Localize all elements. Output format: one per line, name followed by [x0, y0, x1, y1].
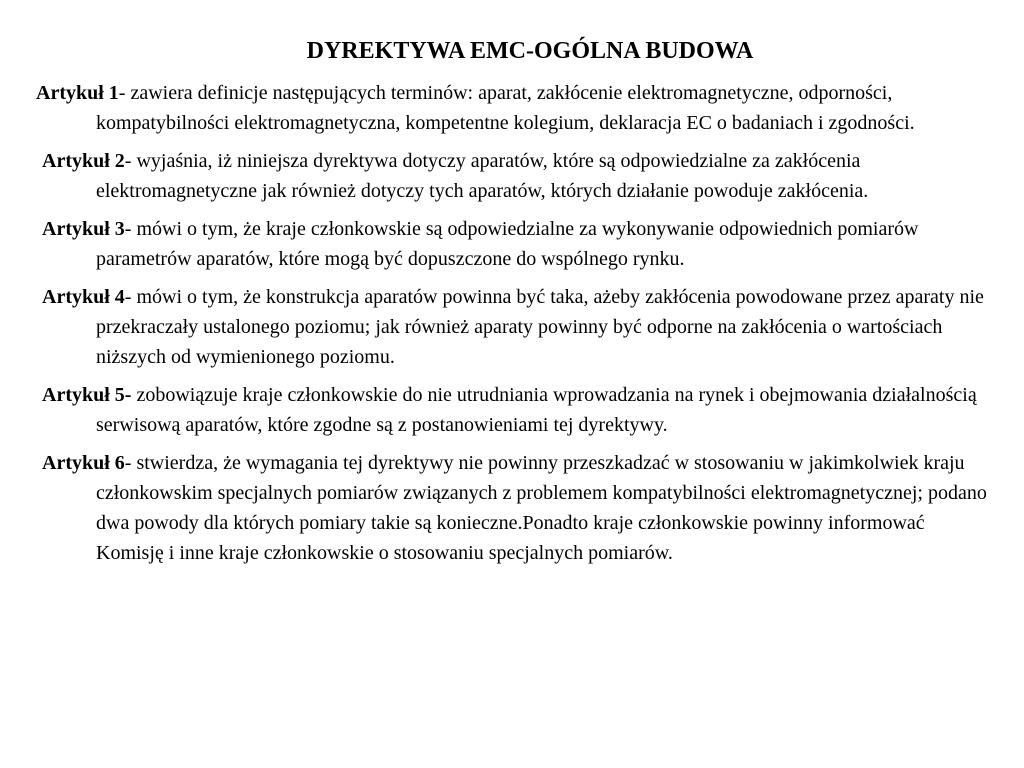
article-2 — [0, 146, 1024, 206]
article-label: Artykuł 3 — [42, 218, 125, 240]
article-4 — [0, 282, 1024, 372]
article-5 — [0, 380, 1024, 440]
article-list — [0, 78, 1024, 576]
article-label: Artykuł 4 — [42, 286, 125, 308]
slide-title: DYREKTYWA EMC-OGÓLNA BUDOWA — [306, 38, 754, 64]
article-label: Artykuł 5- — [42, 384, 132, 406]
article-1 — [0, 78, 1024, 138]
article-label: Artykuł 2 — [42, 150, 125, 172]
article-6 — [0, 448, 1024, 568]
article-text: - stwierdza, że wymagania tej dyrektywy nie powinny przeszkadzać w stosowaniu w jakimkolwiek kraju członkowskim specjalnych pomiarów związanych z problemem kompatybilności elektromagnetycznej; podano dwa powody dla których pomiary takie są konieczne.Ponadto kraje członkowskie powinny informować Komisję i inne kraje członkowskie o stosowaniu specjalnych pomiarów. — [96, 452, 987, 564]
article-text: zobowiązuje kraje członkowskie do nie utrudniania wprowadzania na rynek i obejmowania działalnością serwisową aparatów, które zgodne są z postanowieniami tej dyrektywy. — [96, 384, 977, 436]
article-text: - zawiera definicje następujących terminów: aparat, zakłócenie elektromagnetyczne, odporności, kompatybilności elektromagnetyczna, kompetentne kolegium, deklaracja EC o badaniach i zgodności. — [96, 82, 915, 134]
article-text: - wyjaśnia, iż niniejsza dyrektywa dotyczy aparatów, które są odpowiedzialne za zakłócenia elektromagnetyczne jak również dotyczy tych aparatów, których działanie powoduje zakłócenia. — [96, 150, 869, 202]
article-3 — [0, 214, 1024, 274]
article-text: - mówi o tym, że konstrukcja aparatów powinna być taka, ażeby zakłócenia powodowane przez aparaty nie przekraczały ustalonego poziomu; jak również aparaty powinny być odporne na zakłócenia o wartościach niższych od wymienionego poziomu. — [96, 286, 984, 368]
article-label: Artykuł 6 — [42, 452, 125, 474]
article-label: Artykuł 1 — [36, 82, 119, 104]
article-text: - mówi o tym, że kraje członkowskie są odpowiedzialne za wykonywanie odpowiednich pomiarów parametrów aparatów, które mogą być dopuszczone do wspólnego rynku. — [96, 218, 919, 270]
